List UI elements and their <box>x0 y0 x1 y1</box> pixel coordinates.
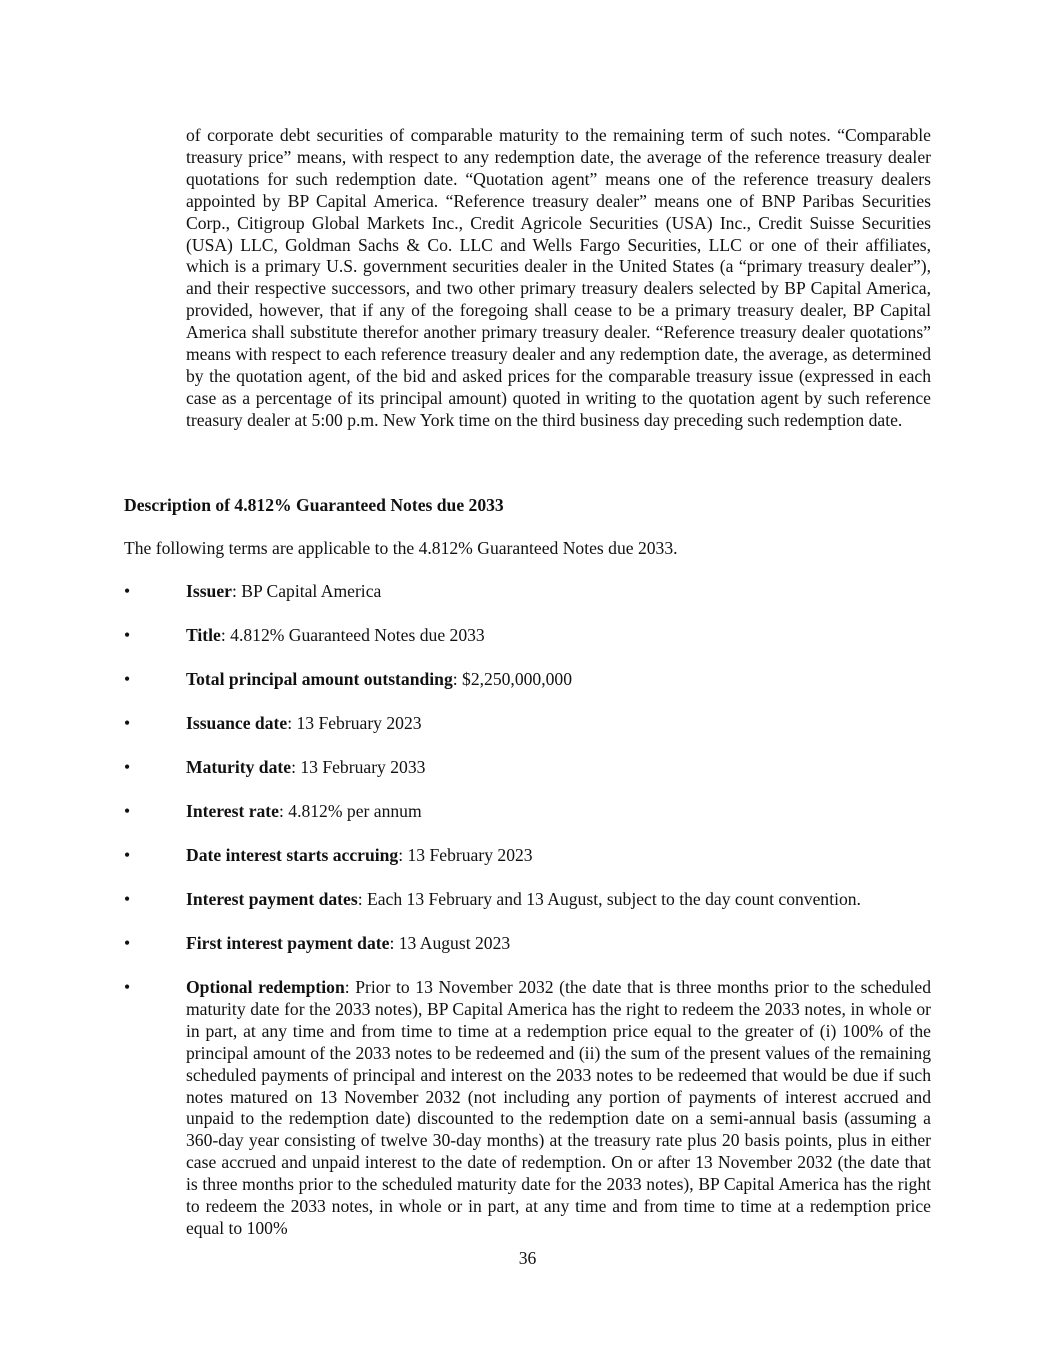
term-value: : 13 February 2023 <box>398 845 533 865</box>
term-text <box>186 713 931 735</box>
term-label: Interest rate <box>186 801 279 821</box>
term-value: : 13 February 2033 <box>291 757 426 777</box>
bullet-icon: • <box>124 625 131 645</box>
term-value: : Each 13 February and 13 August, subject to the day count convention. <box>357 889 861 909</box>
term-text <box>186 977 931 1240</box>
bullet-icon: • <box>124 977 131 997</box>
continuation-paragraph: of corporate debt securities of comparable maturity to the remaining term of such notes. “Comparable treasury price” means, with respect to any redemption date, the average of the reference treasury dealer quotations for such redemption date. “Quotation agent” means one of the reference treasury dealers appointed by BP Capital America. “Reference treasury dealer” means one of BNP Paribas Securities Corp., Citigroup Global Markets Inc., Credit Agricole Securities (USA) Inc., Credit Suisse Securities (USA) LLC, Goldman Sachs & Co. LLC and Wells Fargo Securities, LLC or one of their affiliates, which is a primary U.S. government securities dealer in the United States (a “primary treasury dealer”), and their respective successors, and two other primary treasury dealers selected by BP Capital America, provided, however, that if any of the foregoing shall cease to be a primary treasury dealer, BP Capital America shall substitute therefor another primary treasury dealer. “Reference treasury dealer quotations” means with respect to each reference treasury dealer and any redemption date, the average, as determined by the quotation agent, of the bid and asked prices for the comparable treasury issue (expressed in each case as a percentage of its principal amount) quoted in writing to the quotation agent by such reference treasury dealer at 5:00 p.m. New York time on the third business day preceding such redemption date. <box>186 125 931 430</box>
term-text <box>186 801 931 823</box>
term-value: : Prior to 13 November 2032 (the date that is three months prior to the scheduled maturity date for the 2033 notes), BP Capital America has the right to redeem the 2033 notes, in whole or in part, at any time and from time to time at a redemption price equal to the greater of (i) 100% of the principal amount of the 2033 notes to be redeemed and (ii) the sum of the present values of the remaining scheduled payments of principal and interest on the 2033 notes to be redeemed that would be due if such notes matured on 13 November 2032 (not including any portion of payments of interest accrued and unpaid to the redemption date) discounted to the redemption date on a semi-annual basis (assuming a 360-day year consisting of twelve 30-day months) at the treasury rate plus 20 basis points, plus in either case accrued and unpaid interest to the date of redemption. On or after 13 November 2032 (the date that is three months prior to the scheduled maturity date for the 2033 notes), BP Capital America has the right to redeem the 2033 notes, in whole or in part, at any time and from time to time at a redemption price equal to 100% <box>186 977 932 1238</box>
term-label: Issuer <box>186 581 232 601</box>
term-value: : 13 August 2023 <box>389 933 511 953</box>
bullet-icon: • <box>124 889 131 909</box>
term-value: : $2,250,000,000 <box>452 669 572 689</box>
page-number: 36 <box>518 1248 537 1268</box>
section-heading: Description of 4.812% Guaranteed Notes due 2033 <box>124 495 504 515</box>
term-label: Issuance date <box>186 713 288 733</box>
term-label: Optional redemption <box>186 977 345 997</box>
bullet-icon: • <box>124 933 131 953</box>
term-value: : 4.812% per annum <box>278 801 422 821</box>
bullet-icon: • <box>124 713 131 733</box>
term-text <box>186 757 931 779</box>
term-text <box>186 845 931 867</box>
intro-text: The following terms are applicable to the 4.812% Guaranteed Notes due 2033. <box>124 538 678 558</box>
term-value: : BP Capital America <box>231 581 382 601</box>
term-text <box>186 889 931 911</box>
term-label: Maturity date <box>186 757 292 777</box>
term-value: : 13 February 2023 <box>287 713 422 733</box>
term-label: First interest payment date <box>186 933 390 953</box>
bullet-icon: • <box>124 801 131 821</box>
term-text <box>186 933 931 955</box>
term-label: Total principal amount outstanding <box>186 669 453 689</box>
term-label: Interest payment dates <box>186 889 358 909</box>
term-text <box>186 581 931 603</box>
term-label: Title <box>186 625 221 645</box>
term-text <box>186 625 931 647</box>
term-label: Date interest starts accruing <box>186 845 399 865</box>
bullet-icon: • <box>124 669 131 689</box>
term-value: : 4.812% Guaranteed Notes due 2033 <box>220 625 485 645</box>
bullet-icon: • <box>124 581 131 601</box>
term-text <box>186 669 931 691</box>
bullet-icon: • <box>124 757 131 777</box>
bullet-icon: • <box>124 845 131 865</box>
